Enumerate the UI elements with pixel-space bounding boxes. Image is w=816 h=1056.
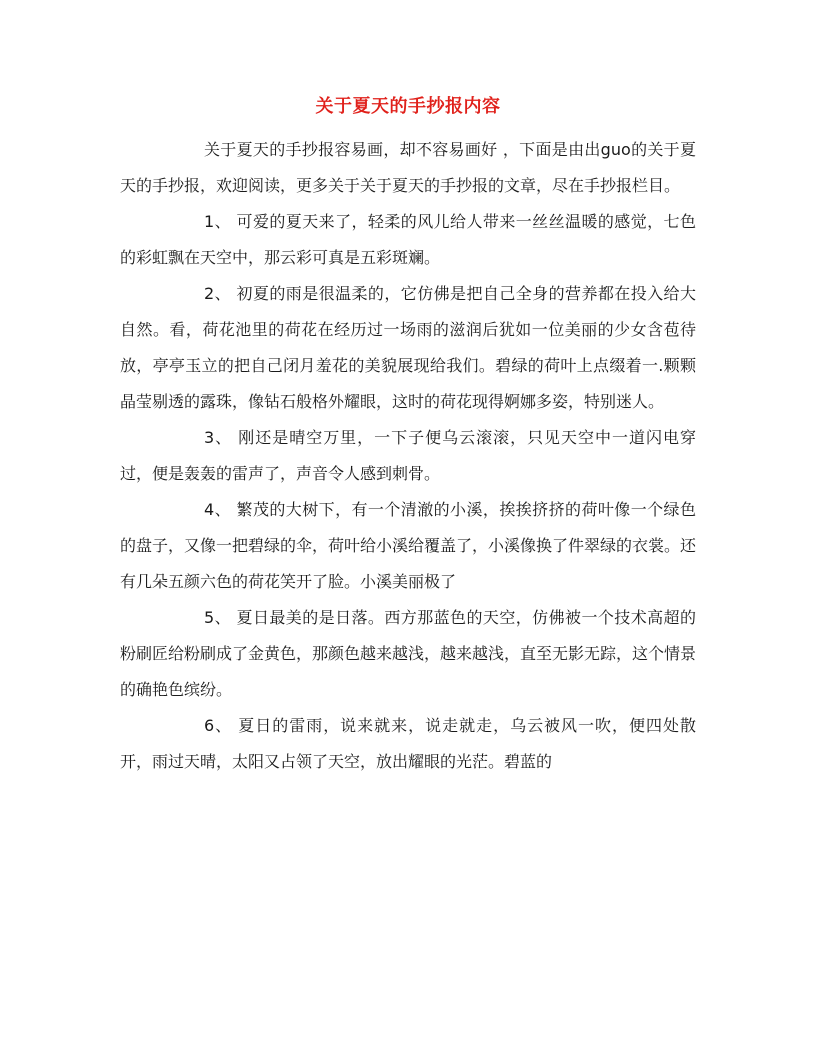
paragraph-item-5: 5、 夏日最美的是日落。西方那蓝色的天空，仿佛被一个技术高超的粉刷匠给粉刷成了金黄色，那颜色越来越浅，越来越浅，直至无影无踪，这个情景的确艳色缤纷。 xyxy=(120,608,697,699)
paragraph-item-2: 2、 初夏的雨是很温柔的，它仿佛是把自己全身的营养都在投入给大自然。看，荷花池里的荷花在经历过一场雨的滋润后犹如一位美丽的少女含苞待放，亭亭玉立的把自己闭月羞花的美貌展现给我们。碧绿的荷叶上点缀着一.颗颗晶莹剔透的露珠，像钻石般格外耀眼，这时的荷花现得婀娜多姿，特别迷人。 xyxy=(120,284,696,411)
paragraph-intro: 关于夏天的手抄报容易画，却不容易画好 ，下面是由出guo的关于夏天的手抄报，欢迎阅读，更多关于关于夏天的手抄报的文章，尽在手抄报栏目。 xyxy=(120,140,696,195)
paragraph-item-3: 3、 刚还是晴空万里，一下子便乌云滚滚，只见天空中一道闪电穿过，便是轰轰的雷声了，声音令人感到刺骨。 xyxy=(120,428,696,483)
paragraph-item-1: 1、 可爱的夏天来了，轻柔的风儿给人带来一丝丝温暖的感觉，七色的彩虹飘在天空中，那云彩可真是五彩斑斓。 xyxy=(120,212,696,267)
paragraph-item-6: 6、 夏日的雷雨，说来就来，说走就走，乌云被风一吹，便四处散开，雨过天晴，太阳又占领了天空，放出耀眼的光茫。碧蓝的 xyxy=(120,716,696,771)
document-body xyxy=(120,132,696,780)
paragraph-item-4: 4、 繁茂的大树下，有一个清澈的小溪，挨挨挤挤的荷叶像一个绿色的盘子，又像一把碧绿的伞，荷叶给小溪给覆盖了，小溪像换了件翠绿的衣裳。还有几朵五颜六色的荷花笑开了脸。小溪美丽极了 xyxy=(120,500,697,591)
document-title: 关于夏天的手抄报内容 xyxy=(315,96,501,117)
